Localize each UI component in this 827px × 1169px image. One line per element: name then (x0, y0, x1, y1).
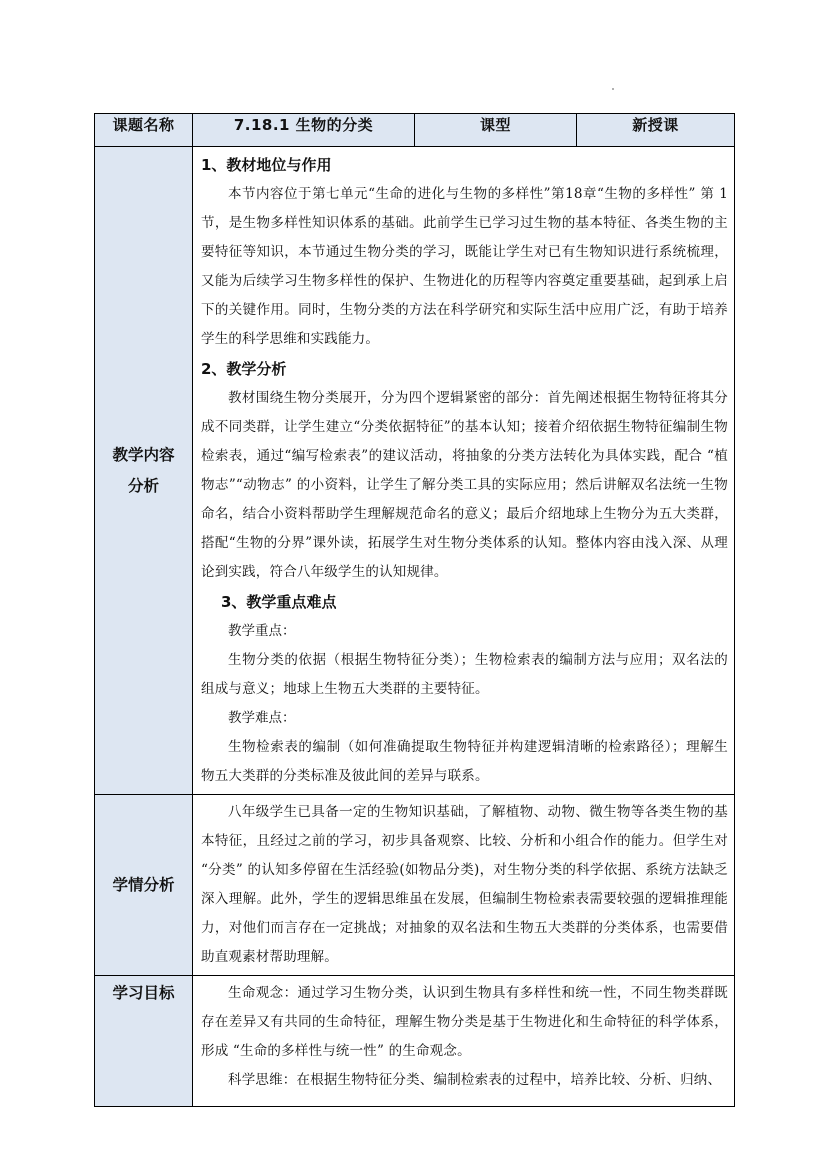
difficulty-text: 生物检索表的编制（如何准确提取生物特征并构建逻辑清晰的检索路径）；理解生物五大类群的分类标准及彼此间的差异与联系。 (201, 739, 728, 784)
goal-scientific-thinking-text: 科学思维：在根据生物特征分类、编制检索表的过程中，培养比较、分析、归纳、 (228, 1072, 722, 1088)
student-analysis-body (193, 795, 735, 976)
section3-title: 3、教学重点难点 (221, 593, 337, 611)
title-value-cell: 7.18.1 生物的分类 (193, 114, 415, 147)
content-analysis-row (95, 147, 735, 795)
content-analysis-label-line1: 教学内容 (112, 445, 175, 464)
student-analysis-label: 学情分析 (95, 795, 193, 976)
section1-title: 1、教材地位与作用 (201, 156, 332, 174)
learning-goals-body (193, 976, 735, 1107)
header-row (95, 114, 735, 147)
type-label-cell: 课型 (415, 114, 577, 147)
lesson-plan-table (94, 113, 735, 1107)
student-analysis-row (95, 795, 735, 976)
type-value-cell: 新授课 (577, 114, 735, 147)
title-label-cell: 课题名称 (95, 114, 193, 147)
content-analysis-label (95, 147, 193, 795)
goal-life-concept-text: 生命观念：通过学习生物分类，认识到生物具有多样性和统一性，不同生物类群既存在差异又有共同的生命特征，理解生物分类是基于生物进化和生命特征的科学体系，形成 “生命的多样性与统一性” 的生命观念。 (201, 985, 728, 1059)
section2-title: 2、教学分析 (201, 360, 287, 378)
difficulty-label: 教学难点： (228, 710, 296, 726)
learning-goals-label: 学习目标 (95, 976, 193, 1107)
page-dot (612, 88, 614, 90)
key-points-label: 教学重点： (228, 623, 296, 639)
learning-goals-row (95, 976, 735, 1107)
student-analysis-text: 八年级学生已具备一定的生物知识基础，了解植物、动物、微生物等各类生物的基本特征，且经过之前的学习，初步具备观察、比较、分析和小组合作的能力。但学生对 “分类” 的认知多停留在生活经验(如物品分类)，对生物分类的科学依据、系统方法缺乏深入理解。此外，学生的逻辑思维虽在发展，但编制生物检索表需要较强的逻辑推理能力，对他们而言存在一定挑战；对抽象的双名法和生物五大类群的分类体系，也需要借助直观素材帮助理解。 (201, 804, 728, 965)
key-points-text: 生物分类的依据（根据生物特征分类）；生物检索表的编制方法与应用；双名法的组成与意义；地球上生物五大类群的主要特征。 (201, 652, 728, 697)
section1-text: 本节内容位于第七单元“生命的进化与生物的多样性”第18章“生物的多样性” 第 1 节，是生物多样性知识体系的基础。此前学生已学习过生物的基本特征、各类生物的主要特征等知识，本节通过生物分类的学习，既能让学生对已有生物知识进行系统梳理，又能为后续学习生物多样性的保护、生物进化的历程等内容奠定重要基础，起到承上启下的关键作用。同时，生物分类的方法在科学研究和实际生活中应用广泛，有助于培养学生的科学思维和实践能力。 (201, 186, 728, 347)
content-analysis-body (193, 147, 735, 795)
section2-text: 教材围绕生物分类展开，分为四个逻辑紧密的部分：首先阐述根据生物特征将其分成不同类群，让学生建立“分类依据特征”的基本认知；接着介绍依据生物特征编制生物检索表，通过“编写检索表”的建议活动，将抽象的分类方法转化为具体实践，配合 “植物志”“动物志” 的小资料，让学生了解分类工具的实际应用；然后讲解双名法统一生物命名，结合小资料帮助学生理解规范命名的意义；最后介绍地球上生物分为五大类群，搭配“生物的分界”课外读，拓展学生对生物分类体系的认知。整体内容由浅入深、从理论到实践，符合八年级学生的认知规律。 (201, 390, 728, 580)
content-analysis-label-line2: 分析 (127, 476, 159, 495)
